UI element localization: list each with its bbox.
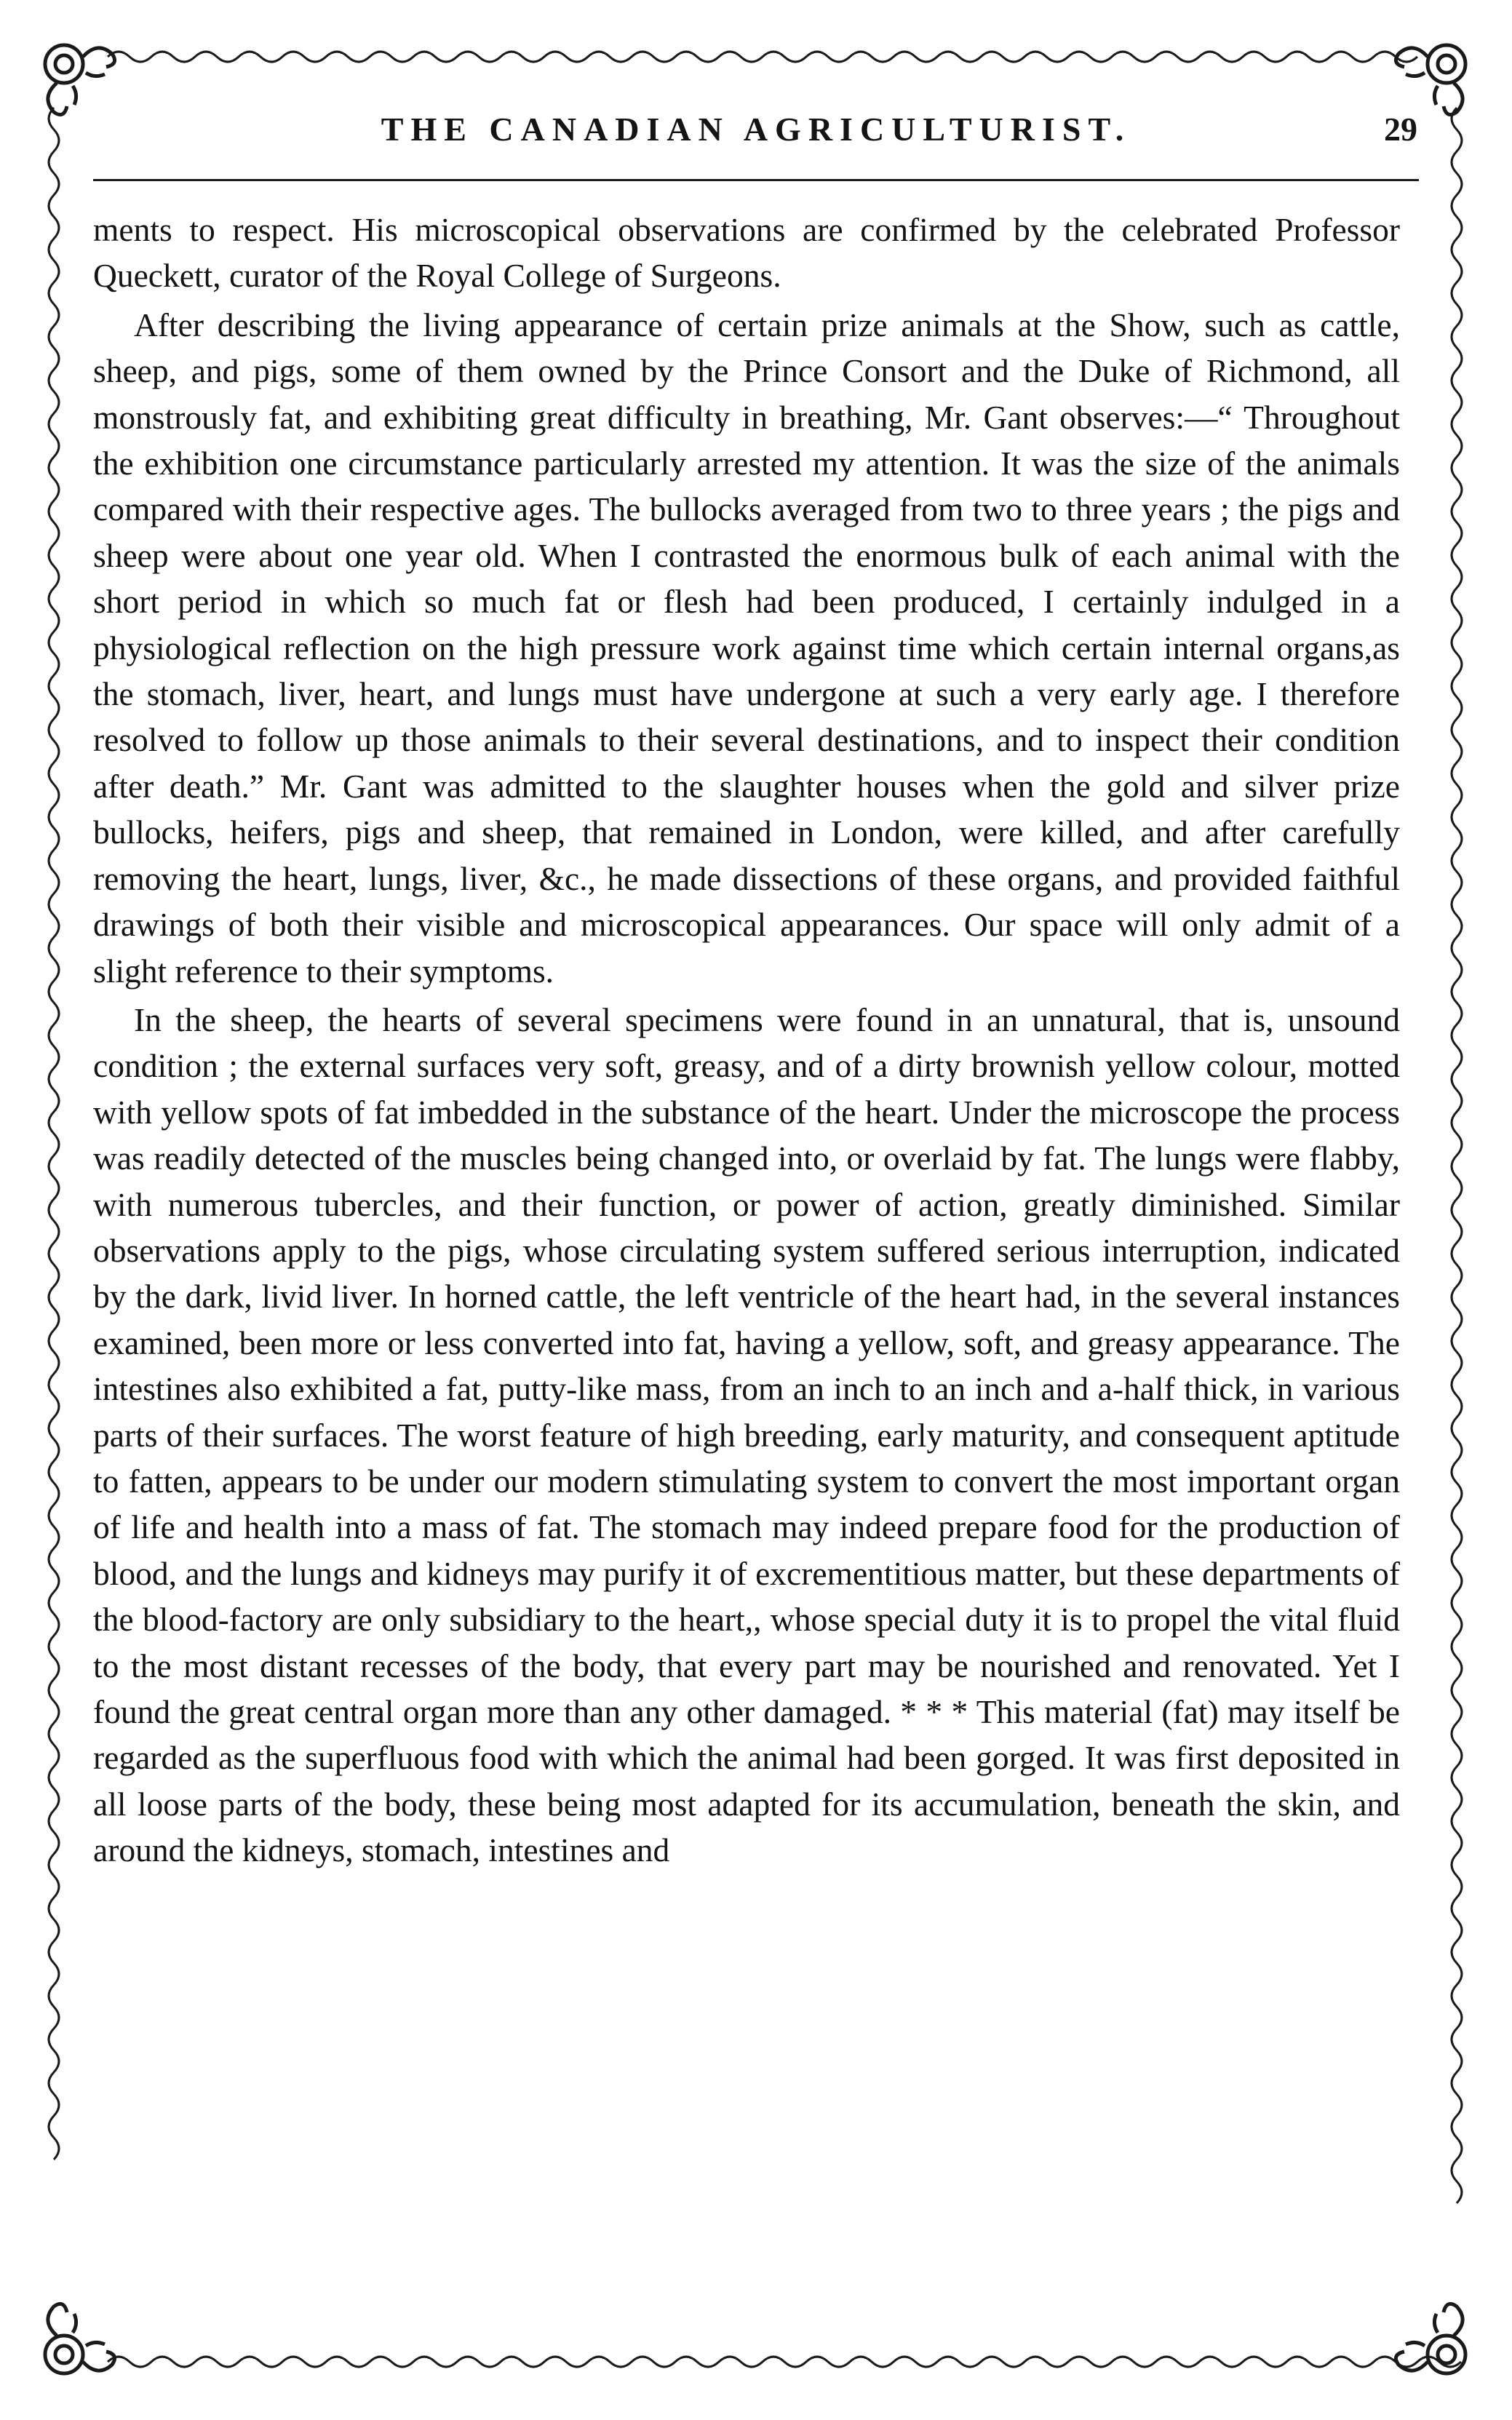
corner-flourish-top-left [45,45,115,115]
corner-flourish-bottom-right [1396,2304,1465,2373]
page-header [95,108,1417,160]
paragraph-sheep-hearts: In the sheep, the hearts of several specimens were found in an unnatural, that is, unsound condition ; the external surfaces very soft, greasy, and of a dirty brownish yellow colour, motted with yellow spots of fat imbedded in the substance of the heart. Under the microscope the process was readily detected of the muscles being changed into, or overlaid by fat. The lungs were flabby, with numerous tubercles, and their function, or power of action, greatly diminished. Similar observations apply to the pigs, whose circulating system suffered serious interruption, indicated by the dark, livid liver. In horned cattle, the left ventricle of the heart had, in the several instances examined, been more or less converted into fat, having a yellow, soft, and greasy appearance. The intestines also exhibited a fat, putty-like mass, from an inch to an inch and a-half thick, in various parts of their surfaces. The worst feature of high breeding, early maturity, and consequent aptitude to fatten, appears to be under our modern stimulating system to convert the most important organ of life and health into a mass of fat. The stomach may indeed prepare food for the production of blood, and the lungs and kidneys may purify it of excrementitious matter, but these departments of the blood-factory are only subsidiary to the heart,, whose special duty it is to propel the vital fluid to the most distant recesses of the body, that every part may be nourished and renovated. Yet I found the great central organ more than any other damaged. * * * This material (fat) may itself be regarded as the superfluous food with which the animal had been gorged. It was first deposited in all loose parts of the body, these being most adapted for its accumulation, beneath the skin, and around the kidneys, stomach, intestines and [93,1000,1400,1869]
corner-flourish-top-right [1396,45,1465,115]
paragraph-continuation: ments to respect. His microscopical observations are confirmed by the celebrated Professor Queckett, curator of the Royal College of Surgeons. [93,211,1400,295]
corner-flourish-bottom-left [45,2304,115,2373]
paragraph-gant-observations: After describing the living appearance of certain prize animals at the Show, such as cattle, sheep, and pigs, some of them owned by the Prince Consort and the Duke of Richmond, all monstrously fat, and exhibiting great difficulty in breathing, Mr. Gant observes:—“ Throughout the exhibition one circumstance particularly arrested my attention. It was the size of the animals compared with their respective ages. The bullocks averaged from two to three years ; the pigs and sheep were about one year old. When I contrasted the enormous bulk of each animal with the short period in which so much fat or flesh had been produced, I certainly indulged in a physiological reflection on the high pressure work against time which certain internal organs,as the stomach, liver, heart, and lungs must have undergone at such a very early age. I therefore resolved to follow up those animals to their several destinations, and to inspect their condition after death.” Mr. Gant was admitted to the slaughter houses when the gold and silver prize bullocks, heifers, pigs and sheep, that remained in London, were killed, and after carefully removing the heart, lungs, liver, &c., he made dissections of these organs, and provided faithful drawings of both their visible and microscopical appearances. Our space will only admit of a slight reference to their symptoms. [93,306,1400,990]
article-body [93,207,1400,1876]
page-number: 29 [1384,111,1417,148]
header-rule [93,179,1419,181]
running-title: THE CANADIAN AGRICULTURIST. [381,111,1131,148]
